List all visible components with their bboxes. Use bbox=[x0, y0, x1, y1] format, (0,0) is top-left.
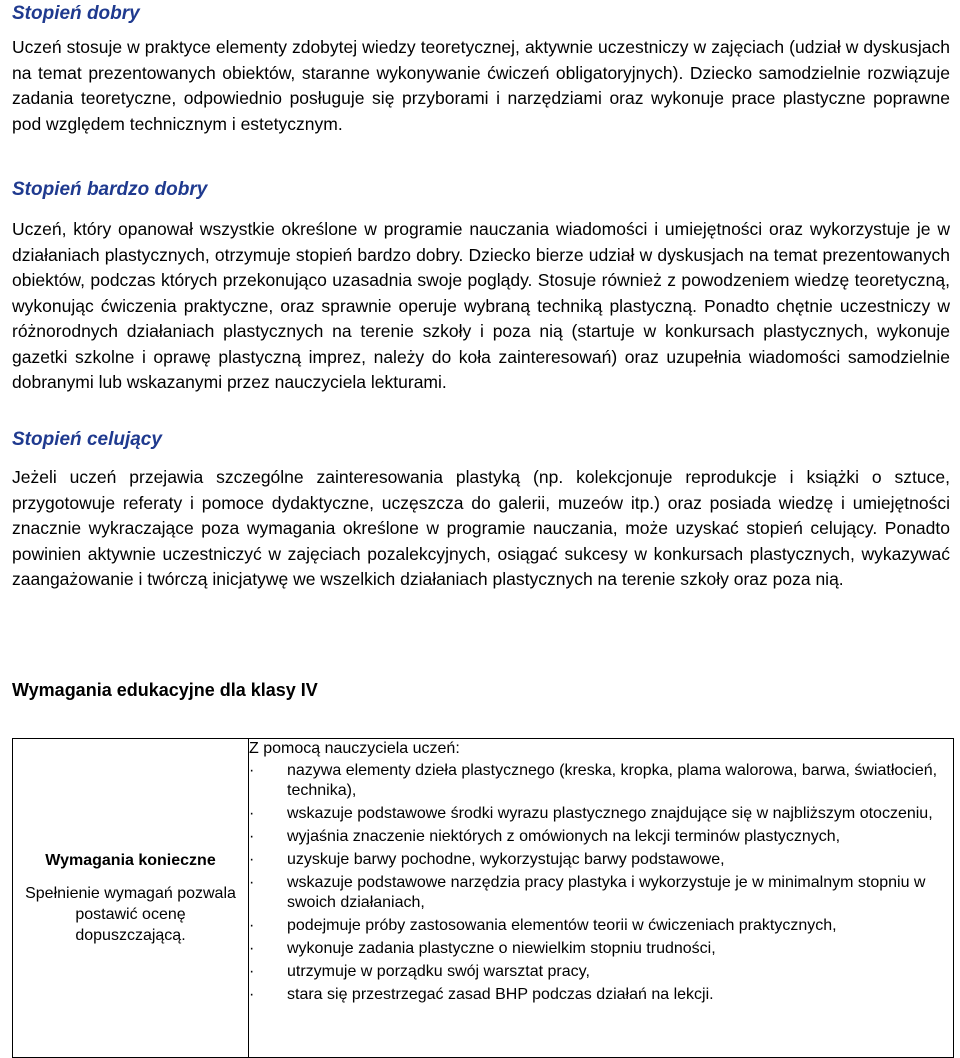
bullet-icon: · bbox=[249, 986, 255, 1003]
list-item bbox=[249, 985, 953, 1005]
requirements-list-cell bbox=[249, 739, 954, 1058]
list-item bbox=[249, 850, 953, 870]
section-title-klasa-iv: Wymagania edukacyjne dla klasy IV bbox=[12, 680, 318, 700]
bullet-icon: · bbox=[249, 762, 255, 779]
list-item bbox=[249, 939, 953, 959]
bullet-icon: · bbox=[249, 940, 255, 957]
paragraph-stopien-bardzo-dobry: Uczeń, który opanował wszystkie określone w programie nauczania wiadomości i umiejętności oraz wykorzystuje je w działaniach plastycznych, otrzymuje stopień bardzo dobry. Dziecko bierze udział w dyskusjach na temat prezentowanych obiektów, podczas których przekonująco uzasadnia swoje poglądy. Stosuje również z powodzeniem wiedzę teoretyczną, wykonując ćwiczenia praktyczne, oraz sprawnie operuje wybraną techniką plastyczną. Ponadto chętnie uczestniczy w różnorodnych działaniach plastycznych na terenie szkoły i poza nią (startuje w konkursach plastycznych, wykonuje gazetki szkolne i oprawę plastyczną imprez, należy do koła zainteresowań) oraz uzupełnia wiadomości samodzielnie dobranymi lub wskazanymi przez nauczyciela lekturami. bbox=[12, 219, 950, 392]
list-item bbox=[249, 827, 953, 847]
requirements-list bbox=[249, 761, 953, 1005]
bullet-icon: · bbox=[249, 874, 255, 891]
list-item-text: wskazuje podstawowe środki wyrazu plastycznego znajdujące się w najbliższym otoczeniu, bbox=[287, 805, 933, 822]
list-item-text: wykonuje zadania plastyczne o niewielkim stopniu trudności, bbox=[287, 940, 716, 957]
requirements-intro: Z pomocą nauczyciela uczeń: bbox=[249, 740, 460, 757]
table-row bbox=[13, 739, 954, 1058]
list-item-text: podejmuje próby zastosowania elementów teorii w ćwiczeniach praktycznych, bbox=[287, 917, 837, 934]
list-item bbox=[249, 916, 953, 936]
list-item bbox=[249, 804, 953, 824]
list-item-text: stara się przestrzegać zasad BHP podczas działań na lekcji. bbox=[287, 986, 714, 1003]
list-item bbox=[249, 962, 953, 982]
bullet-icon: · bbox=[249, 963, 255, 980]
list-item bbox=[249, 873, 953, 913]
list-item-text: nazywa elementy dzieła plastycznego (kreska, kropka, plama walorowa, barwa, światłocień, technika), bbox=[287, 762, 938, 799]
list-item-text: utrzymuje w porządku swój warsztat pracy, bbox=[287, 963, 590, 980]
bullet-icon: · bbox=[249, 805, 255, 822]
heading-stopien-celujacy: Stopień celujący bbox=[12, 429, 162, 450]
paragraph-stopien-celujacy: Jeżeli uczeń przejawia szczególne zainteresowania plastyką (np. kolekcjonuje reprodukcje i książki o sztuce, przygotowuje referaty i pomoce dydaktyczne, uczęszcza do galerii, muzeów itp.) oraz posiada wiedzę i umiejętności znacznie wykraczające poza wymagania określone w programie nauczania, może uzyskać stopień celujący. Ponadto powinien aktywnie uczestniczyć w zajęciach pozalekcyjnych, osiągać sukcesy w konkursach plastycznych, wykazywać zaangażowanie i twórczą inicjatywę we wszelkich działaniach plastycznych na terenie szkoły oraz poza nią. bbox=[12, 467, 950, 589]
requirements-level-description: Spełnienie wymagań pozwala postawić ocenę dopuszczającą. bbox=[25, 884, 236, 944]
bullet-icon: · bbox=[249, 828, 255, 845]
requirements-table bbox=[12, 738, 954, 1058]
list-item bbox=[249, 761, 953, 801]
paragraph-stopien-dobry: Uczeń stosuje w praktyce elementy zdobytej wiedzy teoretycznej, aktywnie uczestniczy w zajęciach (udział w dyskusjach na temat prezentowanych obiektów, staranne wykonywanie ćwiczeń obligatoryjnych). Dziecko samodzielnie rozwiązuje zadania teoretyczne, odpowiednio posługuje się przyborami i narzędziami oraz wykonuje prace plastyczne poprawne pod względem technicznym i estetycznym. bbox=[12, 37, 950, 134]
list-item-text: wyjaśnia znaczenie niektórych z omówionych na lekcji terminów plastycznych, bbox=[287, 828, 841, 845]
list-item-text: wskazuje podstawowe narzędzia pracy plastyka i wykorzystuje je w minimalnym stopniu w swoich działaniach, bbox=[287, 874, 926, 911]
heading-stopien-bardzo-dobry: Stopień bardzo dobry bbox=[12, 179, 208, 200]
heading-stopien-dobry: Stopień dobry bbox=[12, 3, 140, 24]
requirements-level-title: Wymagania konieczne bbox=[45, 851, 216, 869]
bullet-icon: · bbox=[249, 851, 255, 868]
requirements-level-cell bbox=[13, 739, 249, 1058]
list-item-text: uzyskuje barwy pochodne, wykorzystując barwy podstawowe, bbox=[287, 851, 725, 868]
bullet-icon: · bbox=[249, 917, 255, 934]
